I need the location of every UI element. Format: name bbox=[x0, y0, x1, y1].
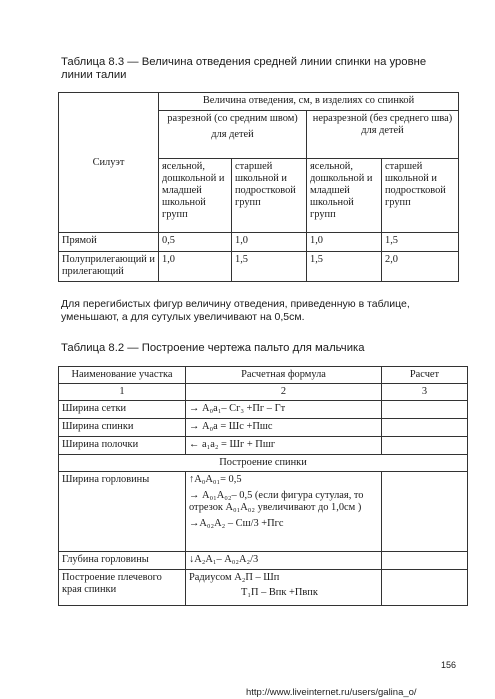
table-cell: 0,5 bbox=[159, 233, 232, 252]
row-calc bbox=[382, 472, 468, 552]
table-row bbox=[59, 252, 459, 282]
row-calc bbox=[382, 401, 468, 419]
formula-line: Радиусом А₂П – Шп bbox=[189, 572, 280, 583]
table-cell: 1,5 bbox=[232, 252, 307, 282]
table-row bbox=[59, 233, 459, 252]
row-formula bbox=[186, 552, 382, 570]
nocut-back-header: неразрезной (без среднего шва) для детей bbox=[307, 111, 459, 159]
deviation-header: Величина отведения, см, в изделиях со спинкой bbox=[159, 93, 459, 111]
table-row bbox=[59, 401, 468, 419]
table-cell: 1,5 bbox=[307, 252, 382, 282]
formula-line: →А₀₂А₂ – Сш/3 +Пгс bbox=[189, 518, 284, 529]
cut-back-header bbox=[159, 111, 307, 159]
table-row bbox=[59, 570, 468, 606]
row-label: Построение плечевого края спинки bbox=[59, 570, 186, 606]
table-8-3-caption: Таблица 8.3 — Величина отведения средней линии спинки на уровне линии талии bbox=[61, 56, 427, 81]
row-calc bbox=[382, 552, 468, 570]
row-formula: ← а₁а₂ = Шг + Пшг bbox=[186, 437, 382, 455]
row-calc bbox=[382, 419, 468, 437]
table-row bbox=[59, 552, 468, 570]
age-group-1: ясельной, дошкольной и младшей школьной групп bbox=[159, 159, 232, 233]
cut-back-sublabel: для детей bbox=[211, 129, 254, 140]
table-row bbox=[59, 472, 468, 552]
formula-line: → А₀₁А₀₂– 0,5 (если фигура сутулая, то отрезок А₀₁А₀₂ увеличивают до 1,0см ) bbox=[189, 490, 364, 513]
table-8-3 bbox=[58, 92, 459, 282]
cut-back-label: разрезной (со средним швом) bbox=[167, 113, 298, 124]
col-number: 3 bbox=[382, 384, 468, 401]
table-cell: 1,0 bbox=[232, 233, 307, 252]
row-label: Глубина горловины bbox=[59, 552, 186, 570]
col-header-calc: Расчет bbox=[382, 367, 468, 384]
row-label: Ширина горловины bbox=[59, 472, 186, 552]
silhouette-header: Силуэт bbox=[59, 93, 159, 233]
formula-line: ↓А₂А₁– А₀₂А₂/3 bbox=[189, 554, 259, 565]
row-label: Ширина спинки bbox=[59, 419, 186, 437]
table-row bbox=[59, 419, 468, 437]
table-cell: 2,0 bbox=[382, 252, 459, 282]
table-8-2 bbox=[58, 366, 468, 606]
table-8-2-caption: Таблица 8.2 — Построение чертежа пальто для мальчика bbox=[61, 342, 365, 354]
col-header-formula: Расчетная формула bbox=[186, 367, 382, 384]
row-label: Прямой bbox=[59, 233, 159, 252]
row-calc bbox=[382, 570, 468, 606]
page-number: 156 bbox=[441, 660, 457, 670]
age-group-2: старшей школьной и подростковой групп bbox=[232, 159, 307, 233]
col-header-section: Наименование участка bbox=[59, 367, 186, 384]
row-formula: → А₀а = Шс +Пшс bbox=[186, 419, 382, 437]
watermark-url: http://www.liveinternet.ru/users/galina_o/ bbox=[246, 687, 417, 698]
formula-line: Т₁П – Впк +Пвпк bbox=[241, 587, 318, 598]
row-formula: → А₀а₁– Сг₃ +Пг – Гт bbox=[186, 401, 382, 419]
row-label: Ширина сетки bbox=[59, 401, 186, 419]
row-label: Ширина полочки bbox=[59, 437, 186, 455]
note-paragraph: Для перегибистых фигур величину отведения, приведенную в таблице, уменьшают, а для сутулых увеличивают на 0,5см. bbox=[61, 298, 410, 323]
table-cell: 1,0 bbox=[307, 233, 382, 252]
age-group-4: старшей школьной и подростковой групп bbox=[382, 159, 459, 233]
col-number: 2 bbox=[186, 384, 382, 401]
age-group-3: ясельной, дошкольной и младшей школьной групп bbox=[307, 159, 382, 233]
section-title: Построение спинки bbox=[59, 455, 468, 472]
row-formula bbox=[186, 570, 382, 606]
row-label: Полуприлегающий и прилегающий bbox=[59, 252, 159, 282]
row-calc bbox=[382, 437, 468, 455]
table-row bbox=[59, 437, 468, 455]
table-cell: 1,0 bbox=[159, 252, 232, 282]
col-number: 1 bbox=[59, 384, 186, 401]
row-formula bbox=[186, 472, 382, 552]
table-cell: 1,5 bbox=[382, 233, 459, 252]
formula-line: ↑А₀А₀₁= 0,5 bbox=[189, 474, 242, 485]
